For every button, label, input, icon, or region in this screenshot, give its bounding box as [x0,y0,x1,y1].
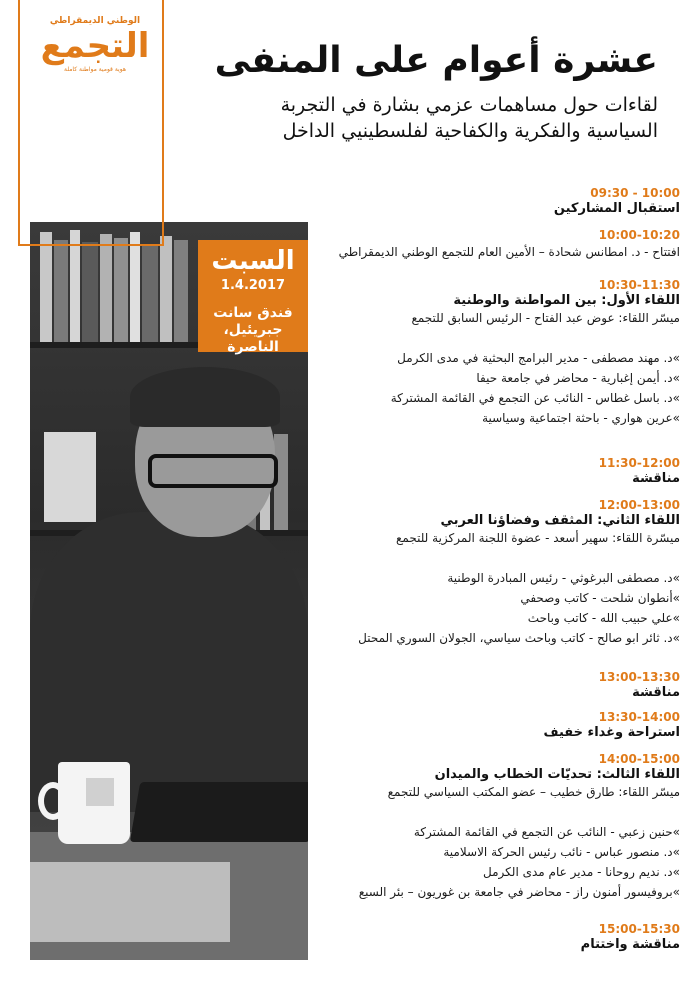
slot-time: 14:00-15:00 [598,752,680,766]
agenda-slot [340,752,680,902]
slot-line: »بروفيسور أمنون راز - محاضر في جامعة بن غوريون – بئر السبع [358,885,680,899]
agenda-slot [340,228,680,262]
venue-line-2: جبريئيل، الناصرة [223,322,283,355]
glasses [148,454,278,488]
slot-line: »د. منصور عباس - نائب رئيس الحركة الاسلامية [443,845,680,859]
logo-sub-text: هوية قومية مواطنة كاملة [64,66,126,73]
party-logo [36,16,154,94]
slot-heading: اللقاء الثالث: تحديّات الخطاب والميدان [434,767,680,782]
slot-line: افتتاح - د. امطانس شحادة – الأمين العام للتجمع الوطني الديمقراطي [338,245,680,259]
logo-main-text: التجمع [40,26,150,66]
slot-time: 13:00-13:30 [598,670,680,684]
mug-logo-icon [86,778,114,806]
slot-time: 12:00-13:00 [598,498,680,512]
event-date: 1.4.2017 [220,278,286,293]
slot-line [340,802,680,822]
agenda-slot [340,922,680,952]
subtitle-line-2: السياسية والفكرية والكفاحية لفلسطينيي الداخل [282,120,658,142]
slot-heading: استقبال المشاركين [553,201,680,216]
event-day: السبت [211,246,295,276]
slot-heading: مناقشة [632,471,680,486]
papers [30,862,230,942]
page-subtitle [178,92,658,144]
person-hair [130,367,280,427]
slot-line: ميسّرة اللقاء: سهير أسعد - عضوة اللجنة المركزية للتجمع [396,531,680,545]
slot-line: ميسّر اللقاء: عوض عبد الفتاح - الرئيس السابق للتجمع [411,311,680,325]
agenda-slot [340,456,680,486]
slot-line: »د. باسل غطاس - النائب عن التجمع في القائمة المشتركة [390,391,680,405]
venue-line-1: فندق سانت [213,305,293,321]
slot-time: 10:00-10:20 [598,228,680,242]
slot-time: 09:30 - 10:00 [590,186,680,200]
slot-line: »د. مصطفى البرغوثي - رئيس المبادرة الوطنية [447,571,680,585]
slot-time: 11:30-12:00 [598,456,680,470]
slot-line [340,328,680,348]
slot-line: ميسّر اللقاء: طارق خطيب – عضو المكتب السياسي للتجمع [387,785,680,799]
slot-line: »د. نديم روحانا - مدير عام مدى الكرمل [483,865,680,879]
slot-time: 15:00-15:30 [598,922,680,936]
slot-line: »حنين زعبي - النائب عن التجمع في القائمة المشتركة [413,825,680,839]
slot-heading: مناقشة واختتام [580,937,680,952]
slot-time: 13:30-14:00 [598,710,680,724]
event-venue [198,305,308,356]
slot-line: »علي حبيب الله - كاتب وباحث [527,611,680,625]
page-title: عشرة أعوام على المنفى [214,40,658,81]
slot-line [340,548,680,568]
agenda-slot [340,186,680,216]
event-date-box [198,240,308,355]
agenda-slot [340,670,680,700]
slot-line: »د. مهند مصطفى - مدير البرامج البحثية في مدى الكرمل [397,351,680,365]
slot-heading: اللقاء الثاني: المثقف وفضاؤنا العربي [440,513,680,528]
agenda-slot [340,278,680,428]
agenda-slot [340,498,680,648]
laptop [130,782,308,842]
slot-time: 10:30-11:30 [598,278,680,292]
slot-heading: اللقاء الأول: بين المواطنة والوطنية [453,293,680,308]
slot-heading: مناقشة [632,685,680,700]
slot-line: »عرين هواري - باحثة اجتماعية وسياسية [482,411,680,425]
logo-top-text: الوطني الديمقراطي [49,16,141,26]
slot-line: »د. أيمن إغبارية - محاضر في جامعة حيفا [476,371,680,385]
slot-line: »د. ثائر ابو صالح - كاتب وباحث سياسي، الجولان السوري المحتل [358,631,680,645]
agenda-slot [340,710,680,740]
slot-line: »أنطوان شلحت - كاتب وصحفي [520,591,680,605]
subtitle-line-1: لقاءات حول مساهمات عزمي بشارة في التجربة [280,94,658,116]
slot-heading: استراحة وغداء خفيف [543,725,680,740]
